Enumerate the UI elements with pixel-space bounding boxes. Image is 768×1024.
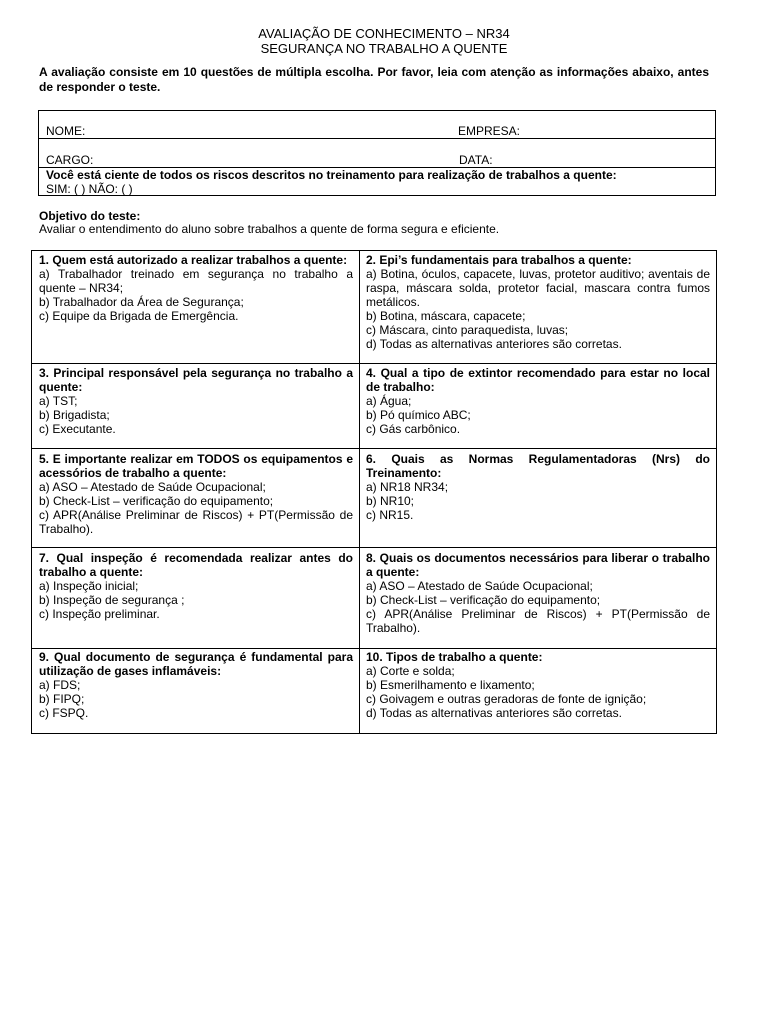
row-divider [32, 363, 716, 364]
option[interactable]: c) Gás carbônico. [366, 422, 461, 436]
option[interactable]: a) TST; [39, 394, 78, 408]
option[interactable]: b) Brigadista; [39, 408, 110, 422]
cargo-field[interactable]: CARGO: [46, 153, 94, 167]
option[interactable]: a) Botina, óculos, capacete, luvas, protetor auditivo; aventais de raspa, máscara solda, protetor facial, mascara contra fumos metálicos. [366, 267, 710, 309]
question-10 [366, 650, 710, 720]
question-title: 2. Epi’s fundamentais para trabalhos a quente: [366, 253, 632, 267]
data-field[interactable]: DATA: [459, 153, 493, 167]
option[interactable]: a) ASO – Atestado de Saúde Ocupacional; [366, 579, 593, 593]
intro-text: A avaliação consiste em 10 questões de múltipla escolha. Por favor, leia com atenção as informações abaixo, antes de responder o teste. [39, 65, 709, 94]
sim-nao-options[interactable]: SIM: ( ) NÃO: ( ) [46, 182, 133, 196]
question-title: 5. E importante realizar em TODOS os equipamentos e acessórios de trabalho a quente: [39, 452, 353, 480]
option[interactable]: d) Todas as alternativas anteriores são corretas. [366, 337, 622, 351]
empresa-field[interactable]: EMPRESA: [458, 124, 521, 138]
option[interactable]: c) NR15. [366, 508, 414, 522]
question-5 [39, 452, 353, 536]
identification-box [38, 110, 716, 196]
option[interactable]: c) Executante. [39, 422, 116, 436]
question-9 [39, 650, 353, 720]
option[interactable]: a) Inspeção inicial; [39, 579, 139, 593]
option[interactable]: c) APR(Análise Preliminar de Riscos) + PT(Permissão de Trabalho). [39, 508, 353, 536]
option[interactable]: a) FDS; [39, 678, 81, 692]
option[interactable]: a) Trabalhador treinado em segurança no trabalho a quente – NR34; [39, 267, 353, 295]
option[interactable]: c) Inspeção preliminar. [39, 607, 160, 621]
column-divider [359, 251, 360, 733]
question-6 [366, 452, 710, 522]
option[interactable]: b) Check-List – verificação do equipamento; [366, 593, 601, 607]
option[interactable]: b) FIPQ; [39, 692, 85, 706]
option[interactable]: a) Corte e solda; [366, 664, 455, 678]
option[interactable]: b) Pó químico ABC; [366, 408, 471, 422]
document-title [0, 26, 768, 56]
question-2 [366, 253, 710, 351]
option[interactable]: b) NR10; [366, 494, 415, 508]
question-title: 1. Quem está autorizado a realizar trabalhos a quente: [39, 253, 348, 267]
question-title: 7. Qual inspeção é recomendada realizar antes do trabalho a quente: [39, 551, 353, 579]
title-line-1: AVALIAÇÃO DE CONHECIMENTO – NR34 [258, 26, 510, 41]
question-3 [39, 366, 353, 436]
option[interactable]: a) NR18 NR34; [366, 480, 449, 494]
question-title: 8. Quais os documentos necessários para liberar o trabalho a quente: [366, 551, 710, 579]
option[interactable]: c) APR(Análise Preliminar de Riscos) + PT(Permissão de Trabalho). [366, 607, 710, 635]
objective-section [39, 210, 719, 236]
option[interactable]: c) Equipe da Brigada de Emergência. [39, 309, 239, 323]
awareness-question: Você está ciente de todos os riscos descritos no treinamento para realização de trabalhos a quente: [46, 168, 617, 182]
option[interactable]: c) FSPQ. [39, 706, 89, 720]
option[interactable]: c) Goivagem e outras geradoras de fonte de ignição; [366, 692, 647, 706]
option[interactable]: b) Inspeção de segurança ; [39, 593, 185, 607]
question-title: 3. Principal responsável pela segurança no trabalho a quente: [39, 366, 353, 394]
divider [39, 138, 715, 139]
question-1 [39, 253, 353, 323]
row-divider [32, 448, 716, 449]
option[interactable]: b) Esmerilhamento e lixamento; [366, 678, 535, 692]
question-title: 4. Qual a tipo de extintor recomendado para estar no local de trabalho: [366, 366, 710, 394]
option[interactable]: c) Máscara, cinto paraquedista, luvas; [366, 323, 569, 337]
questions-table [31, 250, 717, 734]
question-title: 10. Tipos de trabalho a quente: [366, 650, 543, 664]
question-title: 6. Quais as Normas Regulamentadoras (Nrs) do Treinamento: [366, 452, 710, 480]
question-4 [366, 366, 710, 436]
question-7 [39, 551, 353, 621]
option[interactable]: a) ASO – Atestado de Saúde Ocupacional; [39, 480, 266, 494]
objective-title: Objetivo do teste: [39, 209, 141, 223]
option[interactable]: a) Água; [366, 394, 412, 408]
option[interactable]: b) Check-List – verificação do equipamento; [39, 494, 274, 508]
nome-field[interactable]: NOME: [46, 124, 86, 138]
option[interactable]: b) Botina, máscara, capacete; [366, 309, 526, 323]
objective-text: Avaliar o entendimento do aluno sobre trabalhos a quente de forma segura e eficiente. [39, 222, 500, 236]
question-8 [366, 551, 710, 635]
row-divider [32, 648, 716, 649]
question-title: 9. Qual documento de segurança é fundamental para utilização de gases inflamáveis: [39, 650, 353, 678]
row-divider [32, 547, 716, 548]
option[interactable]: d) Todas as alternativas anteriores são corretas. [366, 706, 622, 720]
title-line-2: SEGURANÇA NO TRABALHO A QUENTE [260, 41, 508, 56]
option[interactable]: b) Trabalhador da Área de Segurança; [39, 295, 244, 309]
